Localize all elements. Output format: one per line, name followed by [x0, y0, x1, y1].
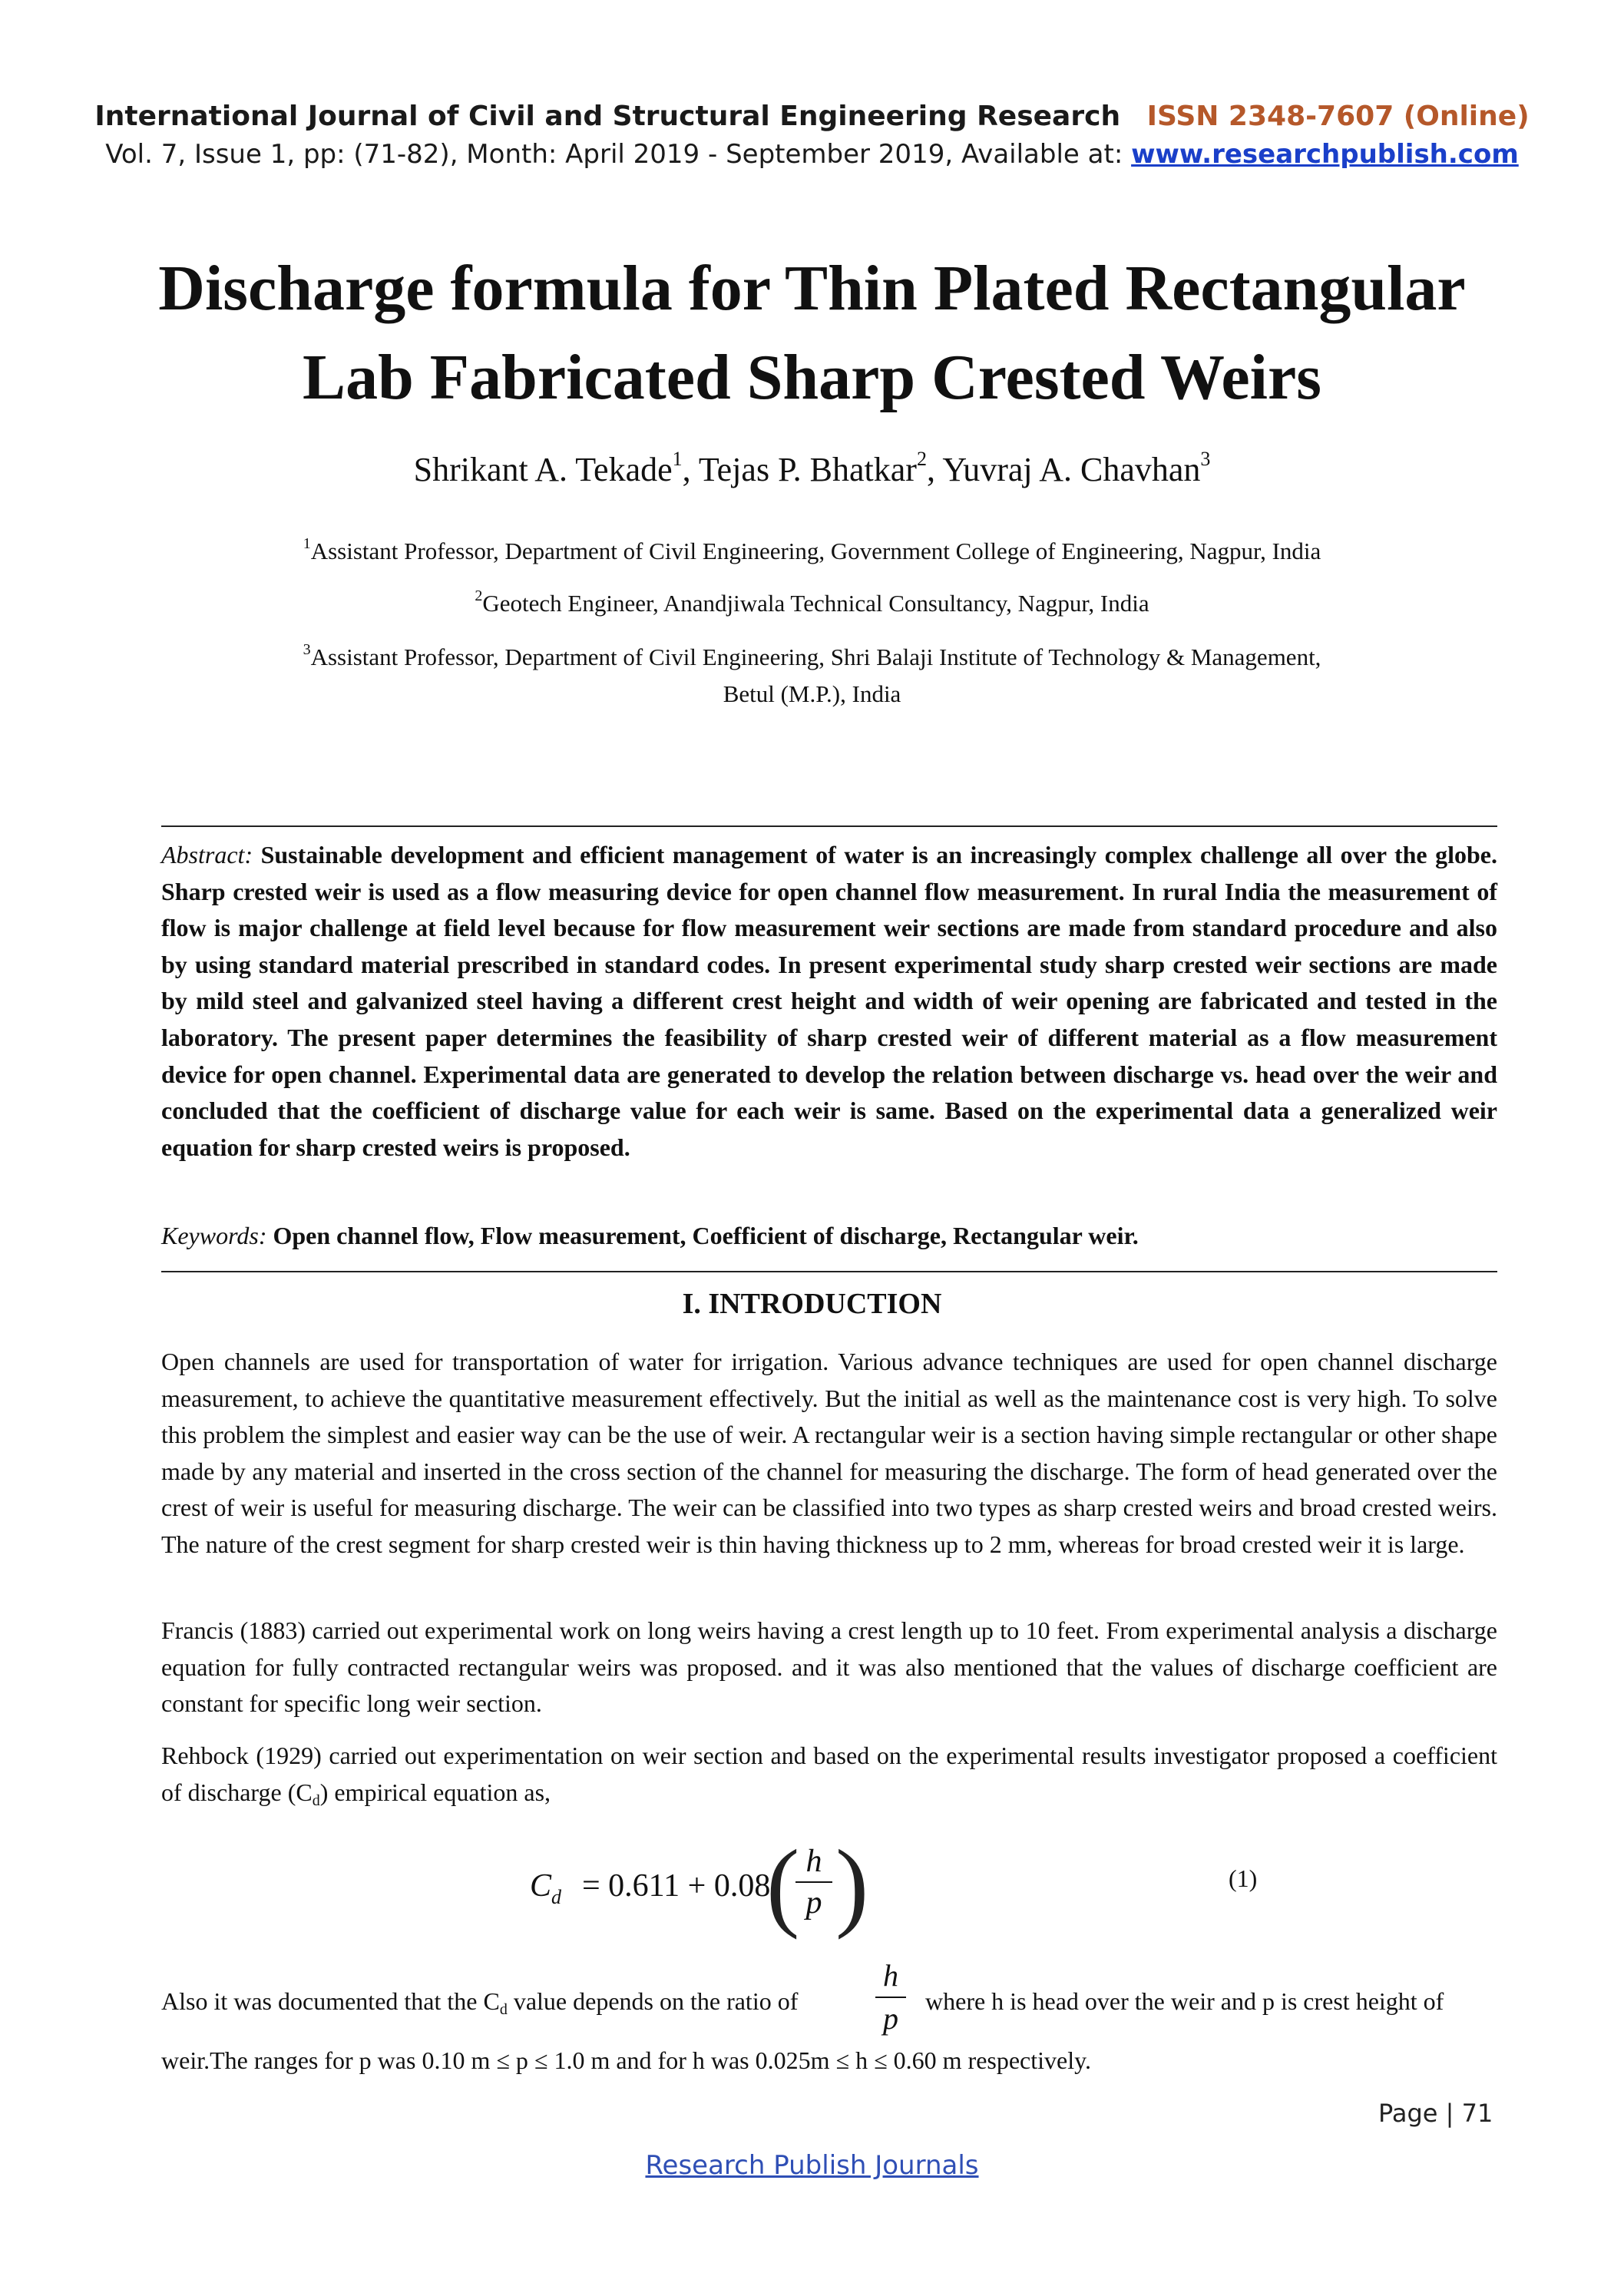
keywords-label: Keywords: — [161, 1222, 267, 1249]
equation-fraction-numerator: h — [805, 1844, 822, 1879]
issn: ISSN 2348-7607 (Online) — [1146, 101, 1530, 132]
ratio-text-after: where h is head over the weir and p is crest height of — [925, 1987, 1444, 2015]
equation-left-paren: ( — [766, 1830, 800, 1940]
affiliation-2-mark: 2 — [475, 587, 483, 604]
divider-top — [161, 825, 1497, 827]
rehbock-text-before: Rehbock (1929) carried out experimentation on weir section and based on the experimental results investigator proposed a coefficient of discharge (C — [161, 1742, 1497, 1806]
equation-right-paren: ) — [835, 1830, 869, 1940]
volume-info: Vol. 7, Issue 1, pp: (71-82), Month: April 2019 - September 2019, Available at: — [105, 139, 1123, 170]
affiliation-3-text: Assistant Professor, Department of Civil Engineering, Shri Balaji Institute of Technology & Management, — [310, 643, 1321, 670]
author-2-mark: 2 — [916, 448, 927, 470]
abstract-text: Sustainable development and efficient management of water is an increasingly complex challenge all over the globe. Sharp crested weir is used as a flow measuring device for open channel flow measurement. In rural India the measurement of flow is major challenge at field level because for flow measurement weir sections are made from standard procedure and also by using standard material prescribed in standard codes. In present experimental study sharp crested weir sections are made by mild steel and galvanized steel having a different crest height and width of weir opening are fabricated and tested in the laboratory. The present paper determines the feasibility of sharp crested weir of different material as a flow measurement device for open channel. Experimental data are generated to develop the relation between discharge vs. head over the weir and concluded that the coefficient of discharge value for each weir is same. Based on the experimental data a generalized weir equation for sharp crested weirs is proposed. — [161, 841, 1498, 1161]
divider-bottom — [161, 1271, 1497, 1272]
ratio-text-start: Also it was documented that the C — [161, 1987, 500, 2015]
author-3-mark: 3 — [1200, 448, 1211, 470]
title-line-2: Lab Fabricated Sharp Crested Weirs — [303, 342, 1321, 413]
affiliation-3 — [115, 639, 1509, 713]
equation-number: (1) — [1229, 1864, 1258, 1892]
equation-lhs — [530, 1868, 562, 1908]
title-line-1: Discharge formula for Thin Plated Rectangular — [158, 253, 1466, 324]
author-3: Yuvraj A. Chavhan — [942, 451, 1201, 488]
journal-website-link[interactable]: www.researchpublish.com — [1131, 139, 1519, 170]
publisher-footer-link[interactable]: Research Publish Journals — [645, 2150, 979, 2181]
page-number: Page | 71 — [1378, 2099, 1493, 2128]
paper-title — [115, 244, 1509, 422]
ratio-fraction-numerator: h — [883, 1958, 898, 1993]
paragraph-intro-1: Open channels are used for transportation of water for irrigation. Various advance techniques are used for open channel discharge measurement, to achieve the quantitative measurement effectively. But the initial as well as the maintenance cost is very high. To solve this problem the simplest and easier way can be the use of weir. A rectangular weir is a section having simple rectangular or other shape made by any material and inserted in the cross section of the channel for measuring the discharge. The form of head generated over the crest of weir is useful for measuring discharge. The weir can be classified into two types as sharp crested weirs and broad crested weirs. The nature of the crest segment for sharp crested weir is thin having thickness up to 2 mm, whereas for broad crested weir it is large. — [161, 1348, 1497, 1558]
equation-rhs: = 0.611 + 0.08 — [582, 1868, 771, 1904]
ratio-fraction-denominator: p — [883, 2001, 898, 2036]
paragraph-ranges: weir.The ranges for p was 0.10 m ≤ p ≤ 1.0 m and for h was 0.025m ≤ h ≤ 0.60 m respectively. — [161, 2046, 1092, 2074]
affiliation-2 — [115, 585, 1509, 622]
ratio-cd-subscript: d — [499, 2001, 508, 2018]
keywords-text: Open channel flow, Flow measurement, Coefficient of discharge, Rectangular weir. — [273, 1222, 1139, 1249]
affiliation-2-text: Geotech Engineer, Anandjiwala Technical Consultancy, Nagpur, India — [482, 590, 1149, 617]
ratio-text-mid: value depends on the ratio of — [507, 1987, 799, 2015]
equation-fraction-denominator: p — [805, 1885, 822, 1921]
equation-1 — [530, 1830, 869, 1940]
ratio-text-before — [161, 1987, 798, 2016]
author-2: Tejas P. Bhatkar — [698, 451, 917, 488]
affiliation-1-mark: 1 — [303, 535, 311, 552]
paragraph-francis: Francis (1883) carried out experimental work on long weirs having a crest length up to 10 feet. From experimental analysis a discharge equation for fully contracted rectangular weirs was proposed. and it was also mentioned that the values of discharge coefficient are constant for specific long weir section. — [161, 1616, 1497, 1718]
affiliation-3-mark: 3 — [303, 641, 311, 658]
ratio-fraction-bar — [875, 1997, 906, 1998]
section-heading-introduction: I. INTRODUCTION — [682, 1288, 942, 1320]
author-list: Shrikant A. Tekade$^1$, Tejas P. Bhatkar$^2$, Yuvraj A. Chavhan$^3$ — [413, 448, 1211, 488]
paragraph-rehbock — [161, 1738, 1497, 1811]
journal-volume-line — [0, 135, 1624, 174]
author-1-mark: 1 — [672, 448, 683, 470]
rehbock-text-after: ) empirical equation as, — [319, 1778, 551, 1806]
ratio-fraction — [875, 1957, 906, 2038]
paragraph-cd-ratio — [161, 1957, 1497, 2041]
equation-lhs-symbol: C — [530, 1868, 552, 1904]
equation-fraction-bar — [795, 1881, 832, 1883]
affiliation-3-text-line2: Betul (M.P.), India — [723, 680, 901, 707]
journal-header — [0, 98, 1624, 174]
rehbock-cd-subscript: d — [312, 1791, 320, 1809]
affiliation-1 — [115, 533, 1509, 570]
journal-title-line — [0, 98, 1624, 135]
keywords — [161, 1217, 1497, 1254]
journal-name: International Journal of Civil and Structural Engineering Research — [94, 101, 1121, 132]
abstract-label: Abstract: — [161, 841, 253, 868]
abstract — [161, 837, 1497, 1166]
equation-lhs-subscript: d — [551, 1886, 562, 1908]
equation-fraction — [795, 1843, 832, 1921]
affiliation-1-text: Assistant Professor, Department of Civil Engineering, Government College of Engineering, Nagpur, India — [310, 538, 1321, 564]
author-1: Shrikant A. Tekade — [413, 451, 673, 488]
